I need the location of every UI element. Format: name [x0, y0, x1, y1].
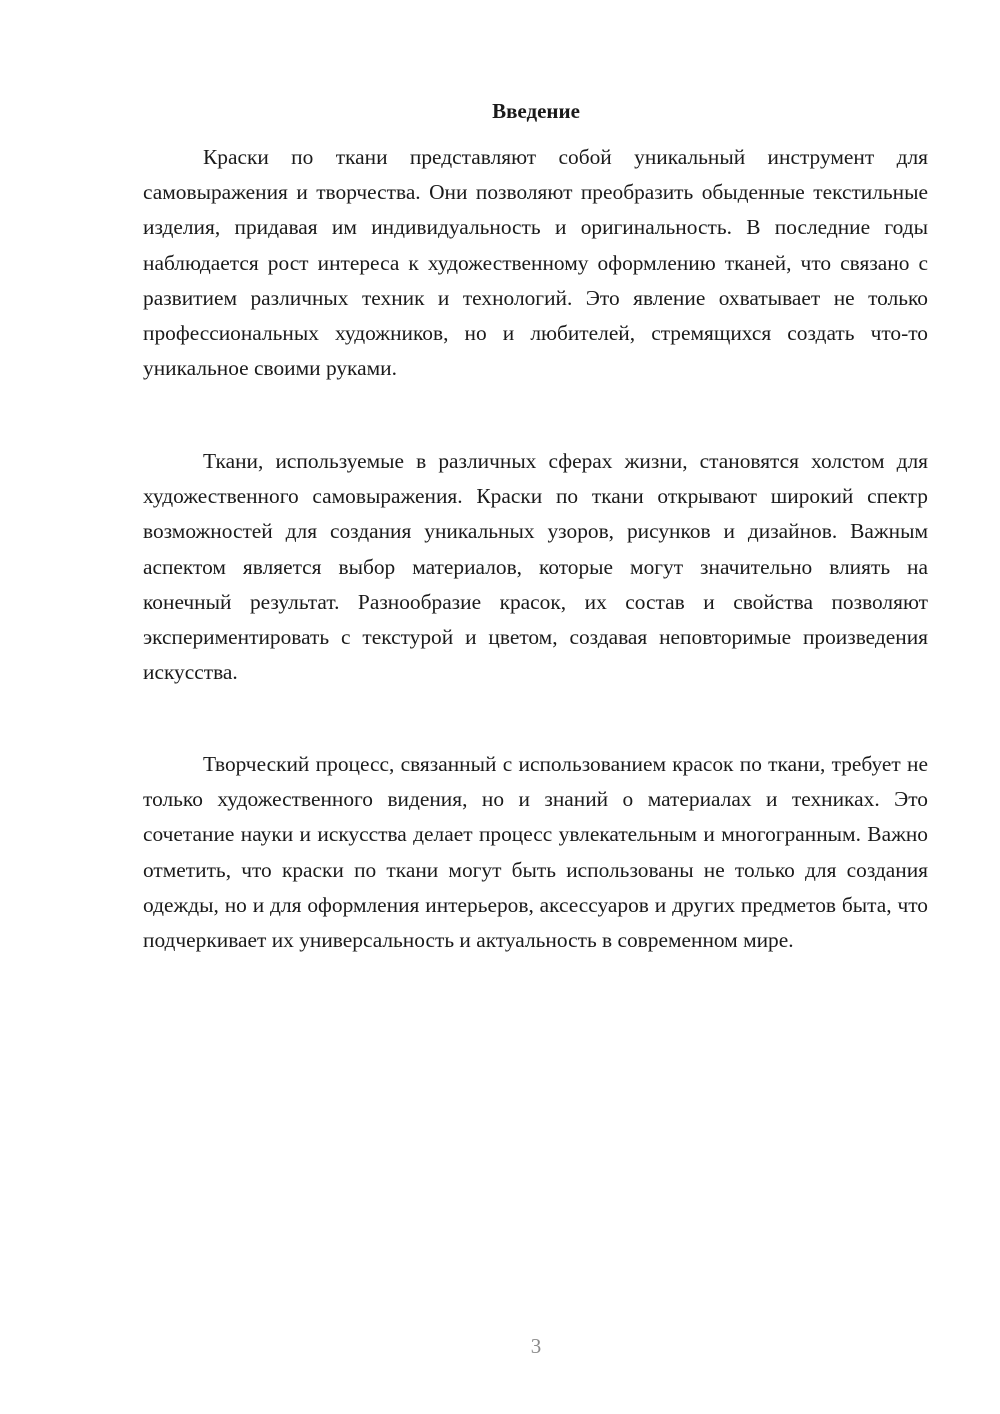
page-number: 3 [530, 1334, 542, 1358]
section-heading: Введение [492, 99, 580, 123]
body-paragraph: Творческий процесс, связанный с использованием красок по ткани, требует не только художественного видения, но и знаний о материалах и техниках. Это сочетание науки и искусства делает процесс увлекательным и многогранным. Важно отметить, что краски по ткани могут быть использованы не только для создания одежды, но и для оформления интерьеров, аксессуаров и других предметов быта, что подчеркивает их универсальность и актуальность в современном мире. [143, 752, 928, 953]
body-paragraph: Краски по ткани представляют собой уникальный инструмент для самовыражения и творчества. Они позволяют преобразить обыденные текстильные изделия, придавая им индивидуальность и оригинальность. В последние годы наблюдается рост интереса к художественному оформлению тканей, что связано с развитием различных техник и технологий. Это явление охватывает не только профессиональных художников, но и любителей, стремящихся создать что-то уникальное своими руками. [143, 145, 928, 381]
body-paragraph: Ткани, используемые в различных сферах жизни, становятся холстом для художественного самовыражения. Краски по ткани открывают широкий спектр возможностей для создания уникальных узоров, рисунков и дизайнов. Важным аспектом является выбор материалов, которые могут значительно влиять на конечный результат. Разнообразие красок, их состав и свойства позволяют экспериментировать с текстурой и цветом, создавая неповторимые произведения искусства. [143, 449, 928, 685]
